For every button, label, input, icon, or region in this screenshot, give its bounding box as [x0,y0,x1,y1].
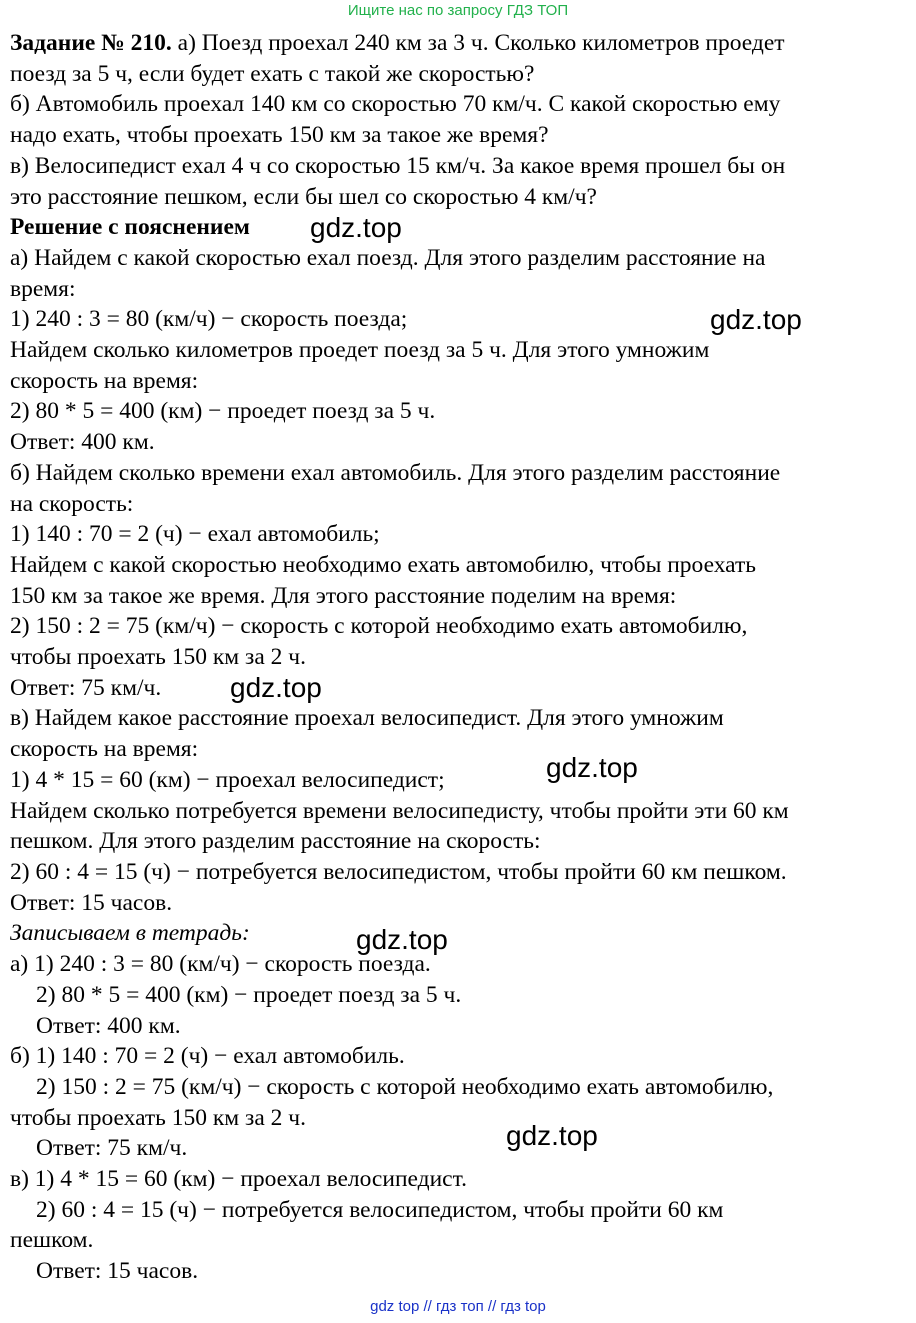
solution-line: 150 км за такое же время. Для этого расстояние поделим на время: [10,582,677,609]
solution-heading: Решение с пояснением [10,214,250,241]
top-banner[interactable]: Ищите нас по запросу ГДЗ ТОП [347,2,569,19]
solution-answer: Ответ: 75 км/ч. [10,674,162,701]
task-line-1-rest: а) Поезд проехал 240 км за 3 ч. Сколько километров проедет [171,30,785,56]
watermark: gdz.top [310,212,402,243]
solution-line: на скорость: [10,490,134,517]
watermark: gdz.top [506,1120,598,1151]
task-line-3: б) Автомобиль проехал 140 км со скоростью 70 км/ч. С какой скоростью ему [10,91,781,118]
solution-line: скорость на время: [10,736,199,763]
solution-line: Найдем сколько потребуется времени велосипедисту, чтобы пройти эти 60 км [10,797,789,824]
watermark: gdz.top [230,672,322,703]
solution-line: 2) 150 : 2 = 75 (км/ч) − скорость с которой необходимо ехать автомобилю, [10,613,748,640]
notebook-heading: Записываем в тетрадь: [10,920,250,947]
notebook-line: в) 1) 4 * 15 = 60 (км) − проехал велосипедист. [10,1166,467,1193]
solution-line: Найдем сколько километров проедет поезд за 5 ч. Для этого умножим [10,337,710,364]
bottom-banner[interactable]: gdz top // гдз топ // гдз top [370,1298,546,1315]
notebook-answer: Ответ: 400 км. [36,1012,181,1039]
solution-line: скорость на время: [10,367,199,394]
solution-line: время: [10,275,76,302]
solution-line: 1) 140 : 70 = 2 (ч) − ехал автомобиль; [10,521,380,548]
task-line-6: это расстояние пешком, если бы шел со скоростью 4 км/ч? [10,183,597,210]
notebook-line: 2) 150 : 2 = 75 (км/ч) − скорость с которой необходимо ехать автомобилю, [36,1073,774,1100]
solution-answer: Ответ: 400 км. [10,429,155,456]
notebook-line: 2) 80 * 5 = 400 (км) − проедет поезд за 5 ч. [36,981,462,1008]
solution-line: пешком. Для этого разделим расстояние на скорость: [10,828,541,855]
solution-line: Найдем с какой скоростью необходимо ехать автомобилю, чтобы проехать [10,551,756,578]
notebook-line: а) 1) 240 : 3 = 80 (км/ч) − скорость поезда. [10,951,431,978]
solution-line: 1) 240 : 3 = 80 (км/ч) − скорость поезда; [10,306,408,333]
notebook-line: пешком. [10,1227,94,1254]
solution-line: б) Найдем сколько времени ехал автомобиль. Для этого разделим расстояние [10,459,781,486]
solution-answer: Ответ: 15 часов. [10,889,173,916]
notebook-line: чтобы проехать 150 км за 2 ч. [10,1104,306,1131]
watermark: gdz.top [356,924,448,955]
watermark: gdz.top [710,304,802,335]
solution-line: а) Найдем с какой скоростью ехал поезд. Для этого разделим расстояние на [10,244,766,271]
solution-line: 1) 4 * 15 = 60 (км) − проехал велосипедист; [10,766,445,793]
task-line-4: надо ехать, чтобы проехать 150 км за такое же время? [10,122,549,149]
solution-line: 2) 60 : 4 = 15 (ч) − потребуется велосипедистом, чтобы пройти 60 км пешком. [10,858,787,885]
notebook-answer: Ответ: 75 км/ч. [36,1135,188,1162]
solution-line: чтобы проехать 150 км за 2 ч. [10,644,306,671]
document-content [10,28,910,1287]
task-line-5: в) Велосипедист ехал 4 ч со скоростью 15 км/ч. За какое время прошел бы он [10,152,786,179]
notebook-line: 2) 60 : 4 = 15 (ч) − потребуется велосипедистом, чтобы пройти 60 км [36,1196,724,1223]
task-line-1 [10,28,910,59]
task-line-2: поезд за 5 ч, если будет ехать с такой же скоростью? [10,60,535,87]
solution-line: в) Найдем какое расстояние проехал велосипедист. Для этого умножим [10,705,724,732]
solution-line: 2) 80 * 5 = 400 (км) − проедет поезд за 5 ч. [10,398,436,425]
watermark: gdz.top [546,752,638,783]
task-title: Задание № 210. [10,30,172,56]
notebook-answer: Ответ: 15 часов. [36,1258,199,1285]
notebook-line: б) 1) 140 : 70 = 2 (ч) − ехал автомобиль. [10,1043,405,1070]
